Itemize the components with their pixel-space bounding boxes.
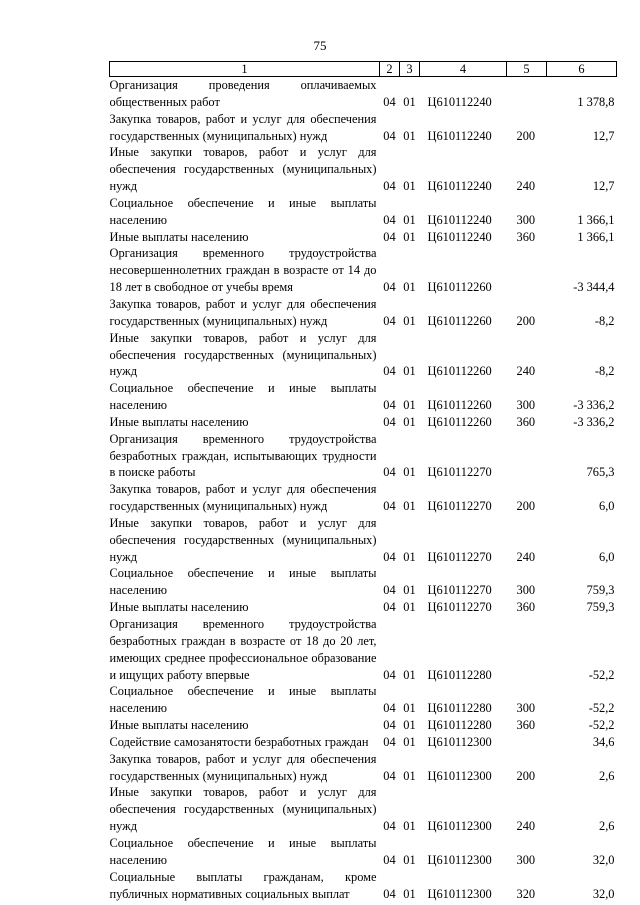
- row-section: 04: [383, 398, 396, 413]
- row-subsection: 01: [403, 229, 416, 244]
- row-code: Ц610112280: [427, 701, 492, 716]
- row-name: Организация временного трудоустройства безработных граждан, испытывающих трудности в поиске работы: [109, 431, 377, 480]
- row-code: Ц610112280: [427, 718, 492, 733]
- row-code: Ц610112260: [427, 364, 492, 379]
- row-code: Ц610112270: [427, 600, 492, 615]
- row-code: Ц610112300: [427, 768, 492, 783]
- row-name: Иные выплаты населению: [109, 229, 249, 244]
- row-expense-type: 300: [516, 398, 536, 413]
- table-row: [110, 565, 617, 599]
- row-amount: -3 336,2: [573, 398, 615, 413]
- table-row: [110, 784, 617, 835]
- row-amount: 32,0: [592, 852, 615, 867]
- row-code: Ц610112260: [427, 398, 492, 413]
- row-subsection: 01: [403, 128, 416, 143]
- header-row: [110, 62, 617, 77]
- row-amount: -3 336,2: [573, 414, 615, 429]
- row-amount: 1 366,1: [577, 229, 615, 244]
- row-amount: -52,2: [588, 667, 615, 682]
- row-name: Содействие самозанятости безработных граждан: [109, 734, 369, 749]
- row-name: Закупка товаров, работ и услуг для обеспечения государственных (муниципальных) нужд: [109, 111, 377, 143]
- row-name: Иные закупки товаров, работ и услуг для обеспечения государственных (муниципальных) нужд: [109, 515, 377, 564]
- row-code: Ц610112240: [427, 94, 492, 109]
- table-row: [110, 414, 617, 431]
- row-name: Иные закупки товаров, работ и услуг для обеспечения государственных (муниципальных) нужд: [109, 145, 377, 194]
- row-code: Ц610112300: [427, 819, 492, 834]
- row-subsection: 01: [403, 549, 416, 564]
- row-expense-type: 300: [516, 701, 536, 716]
- row-code: Ц610112270: [427, 583, 492, 598]
- row-expense-type: 200: [516, 313, 536, 328]
- row-amount: -52,2: [588, 701, 615, 716]
- row-code: Ц610112240: [427, 212, 492, 227]
- row-code: Ц610112300: [427, 852, 492, 867]
- page-number: 75: [313, 38, 327, 53]
- table-row: [110, 296, 617, 330]
- row-code: Ц610112270: [427, 499, 492, 514]
- row-name: Организация временного трудоустройства несовершеннолетних граждан в возрасте от 14 до 18 лет в свободное от учебы время: [109, 246, 377, 295]
- row-subsection: 01: [403, 701, 416, 716]
- row-expense-type: 360: [516, 718, 536, 733]
- row-subsection: 01: [403, 313, 416, 328]
- table-row: [110, 683, 617, 717]
- row-amount: 1 366,1: [577, 212, 615, 227]
- row-subsection: 01: [403, 734, 416, 749]
- row-expense-type: [507, 734, 547, 751]
- row-code: Ц610112240: [427, 128, 492, 143]
- table-row: [110, 111, 617, 145]
- table-row: [110, 599, 617, 616]
- row-expense-type: 240: [516, 179, 536, 194]
- row-amount: 759,3: [586, 600, 615, 615]
- table-row: [110, 481, 617, 515]
- table-row: [110, 380, 617, 414]
- row-section: 04: [383, 768, 396, 783]
- row-subsection: 01: [403, 94, 416, 109]
- row-section: 04: [383, 128, 396, 143]
- table-row: [110, 195, 617, 229]
- row-name: Социальное обеспечение и иные выплаты населению: [109, 835, 377, 867]
- row-section: 04: [383, 364, 396, 379]
- row-expense-type: 300: [516, 852, 536, 867]
- row-expense-type: [507, 77, 547, 111]
- row-amount: -52,2: [588, 718, 615, 733]
- table-row: [110, 835, 617, 869]
- row-subsection: 01: [403, 212, 416, 227]
- table-row: [110, 330, 617, 381]
- row-amount: 12,7: [592, 128, 615, 143]
- row-section: 04: [383, 465, 396, 480]
- row-amount: 2,6: [599, 768, 615, 783]
- row-subsection: 01: [403, 583, 416, 598]
- row-section: 04: [383, 718, 396, 733]
- row-section: 04: [383, 819, 396, 834]
- row-expense-type: [507, 431, 547, 482]
- budget-table: [109, 61, 617, 902]
- row-subsection: 01: [403, 414, 416, 429]
- table-row: [110, 144, 617, 195]
- column-header-4: 4: [420, 62, 507, 77]
- row-name: Иные выплаты населению: [109, 718, 249, 733]
- row-section: 04: [383, 701, 396, 716]
- row-amount: 1 378,8: [577, 94, 615, 109]
- row-expense-type: 300: [516, 583, 536, 598]
- row-name: Иные выплаты населению: [109, 414, 249, 429]
- row-section: 04: [383, 414, 396, 429]
- row-name: Иные закупки товаров, работ и услуг для обеспечения государственных (муниципальных) нужд: [109, 330, 377, 379]
- row-code: Ц610112300: [427, 886, 492, 901]
- column-header-5: 5: [507, 62, 547, 77]
- row-expense-type: [507, 616, 547, 683]
- table-row: [110, 77, 617, 111]
- row-subsection: 01: [403, 768, 416, 783]
- row-expense-type: 240: [516, 364, 536, 379]
- table-row: [110, 515, 617, 566]
- row-section: 04: [383, 229, 396, 244]
- row-code: Ц610112260: [427, 313, 492, 328]
- table-row: [110, 616, 617, 683]
- column-header-6: 6: [547, 62, 617, 77]
- row-amount: -3 344,4: [573, 280, 615, 295]
- row-amount: 6,0: [599, 499, 615, 514]
- row-amount: 6,0: [599, 549, 615, 564]
- row-section: 04: [383, 667, 396, 682]
- row-section: 04: [383, 313, 396, 328]
- row-name: Социальное обеспечение и иные выплаты населению: [109, 381, 377, 413]
- row-subsection: 01: [403, 600, 416, 615]
- column-header-2: 2: [380, 62, 400, 77]
- row-subsection: 01: [403, 852, 416, 867]
- row-expense-type: 320: [516, 886, 536, 901]
- row-expense-type: [507, 245, 547, 296]
- row-name: Организация проведения оплачиваемых общественных работ: [109, 78, 377, 109]
- row-subsection: 01: [403, 398, 416, 413]
- row-amount: -8,2: [594, 313, 615, 328]
- column-header-3: 3: [400, 62, 420, 77]
- row-section: 04: [383, 583, 396, 598]
- row-expense-type: 200: [516, 499, 536, 514]
- table-row: [110, 245, 617, 296]
- row-expense-type: 200: [516, 128, 536, 143]
- row-subsection: 01: [403, 465, 416, 480]
- row-expense-type: 240: [516, 819, 536, 834]
- table-row: [110, 869, 617, 903]
- row-amount: 759,3: [586, 583, 615, 598]
- row-subsection: 01: [403, 886, 416, 901]
- row-name: Социальное обеспечение и иные выплаты населению: [109, 684, 377, 716]
- row-subsection: 01: [403, 280, 416, 295]
- row-name: Закупка товаров, работ и услуг для обеспечения государственных (муниципальных) нужд: [109, 751, 377, 783]
- row-code: Ц610112280: [427, 667, 492, 682]
- row-code: Ц610112300: [427, 734, 492, 749]
- row-code: Ц610112240: [427, 229, 492, 244]
- row-subsection: 01: [403, 667, 416, 682]
- row-expense-type: 300: [516, 212, 536, 227]
- row-subsection: 01: [403, 718, 416, 733]
- table-row: [110, 717, 617, 734]
- row-expense-type: 360: [516, 600, 536, 615]
- row-section: 04: [383, 280, 396, 295]
- row-section: 04: [383, 212, 396, 227]
- row-code: Ц610112260: [427, 414, 492, 429]
- row-section: 04: [383, 179, 396, 194]
- table-row: [110, 229, 617, 246]
- row-code: Ц610112270: [427, 549, 492, 564]
- row-amount: 2,6: [599, 819, 615, 834]
- row-name: Социальное обеспечение и иные выплаты населению: [109, 566, 377, 598]
- row-subsection: 01: [403, 819, 416, 834]
- row-name: Социальное обеспечение и иные выплаты населению: [109, 195, 377, 227]
- row-subsection: 01: [403, 499, 416, 514]
- row-section: 04: [383, 852, 396, 867]
- row-expense-type: 240: [516, 549, 536, 564]
- row-name: Социальные выплаты гражданам, кроме публичных нормативных социальных выплат: [109, 869, 377, 901]
- row-amount: 12,7: [592, 179, 615, 194]
- column-header-1: 1: [110, 62, 380, 77]
- row-section: 04: [383, 94, 396, 109]
- row-section: 04: [383, 600, 396, 615]
- row-section: 04: [383, 549, 396, 564]
- row-name: Закупка товаров, работ и услуг для обеспечения государственных (муниципальных) нужд: [109, 482, 377, 514]
- row-amount: 32,0: [592, 886, 615, 901]
- row-section: 04: [383, 886, 396, 901]
- row-section: 04: [383, 499, 396, 514]
- row-amount: 34,6: [592, 734, 615, 749]
- row-code: Ц610112240: [427, 179, 492, 194]
- table-row: [110, 751, 617, 785]
- row-subsection: 01: [403, 179, 416, 194]
- row-name: Организация временного трудоустройства безработных граждан в возрасте от 18 до 20 лет, имеющих среднее профессиональное образование и ищущих работу впервые: [109, 617, 377, 682]
- row-expense-type: 200: [516, 768, 536, 783]
- row-subsection: 01: [403, 364, 416, 379]
- row-expense-type: 360: [516, 414, 536, 429]
- row-code: Ц610112260: [427, 280, 492, 295]
- table-row: [110, 734, 617, 751]
- table-row: [110, 431, 617, 482]
- row-name: Закупка товаров, работ и услуг для обеспечения государственных (муниципальных) нужд: [109, 296, 377, 328]
- row-name: Иные выплаты населению: [109, 600, 249, 615]
- row-amount: -8,2: [594, 364, 615, 379]
- row-name: Иные закупки товаров, работ и услуг для обеспечения государственных (муниципальных) нужд: [109, 785, 377, 834]
- row-section: 04: [383, 734, 396, 749]
- row-expense-type: 360: [516, 229, 536, 244]
- row-amount: 765,3: [586, 465, 615, 480]
- row-code: Ц610112270: [427, 465, 492, 480]
